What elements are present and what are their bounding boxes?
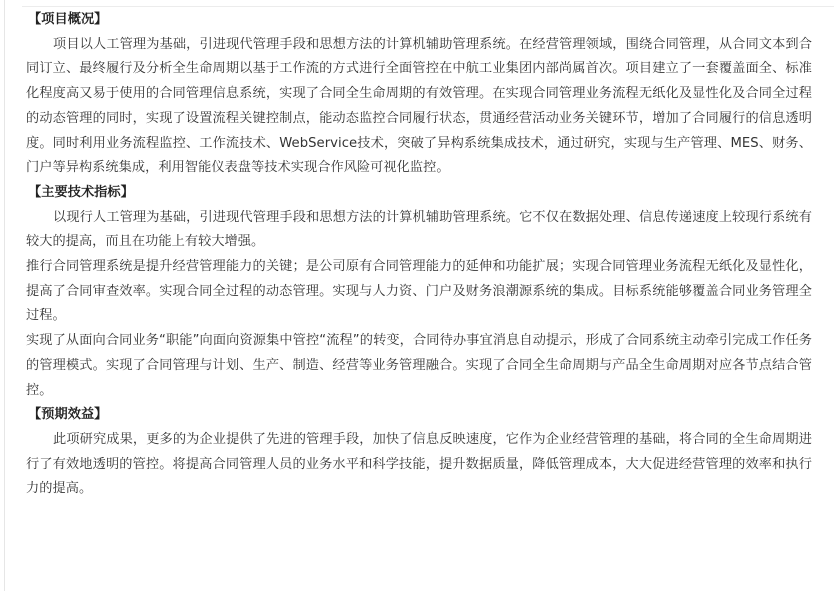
tech-paragraph-1: 以现行人工管理为基础，引进现代管理手段和思想方法的计算机辅助管理系统。它不仅在数据处理、信息传递速度上较现行系统有较大的提高，而且在功能上有较大增强。 — [26, 209, 812, 250]
benefits-paragraph: 此项研究成果，更多的为企业提供了先进的管理手段，加快了信息反映速度，它作为企业经营管理的基础，将合同的全生命周期进行了有效地透明的管控。将提高合同管理人员的业务水平和科学技能，提升数据质量，降低管理成本，大大促进经营管理的效率和执行力的提高。 — [26, 431, 812, 497]
section-heading-overview: 【项目概况】 — [28, 12, 108, 27]
top-divider — [22, 6, 834, 7]
section-heading-tech-indicators: 【主要技术指标】 — [28, 184, 134, 200]
left-border — [4, 0, 5, 591]
section-heading-expected-benefits: 【预期效益】 — [28, 407, 108, 423]
tech-paragraph-3: 实现了从面向合同业务“职能”向面向资源集中管控“流程”的转变，合同待办事宜消息自动提示，形成了合同系统主动牵引完成工作任务的管理模式。实现了合同管理与计划、生产、制造、经营等业务管理融合。实现了合同全生命周期与产品全生命周期对应各节点结合管控。 — [26, 333, 812, 398]
article-body — [26, 8, 812, 502]
overview-paragraph: 项目以人工管理为基础，引进现代管理手段和思想方法的计算机辅助管理系统。在经营管理领域，围绕合同管理，从合同文本到合同订立、最终履行及分析全生命周期以基于工作流的方式进行全面管控在中航工业集团内部尚属首次。项目建立了一套覆盖面全、标准化程度高又易于使用的合同管理信息系统，实现了合同全生命周期的有效管理。在实现合同管理业务流程无纸化及显性化及合同全过程的动态管理的同时，实现了设置流程关键控制点，能动态监控合同履行状态，贯通经营活动业务关键环节，增加了合同履行的信息透明度。同时利用业务流程监控、工作流技术、WebService技术，突破了异构系统集成技术，通过研究，实现与生产管理、MES、财务、门户等异构系统集成，利用智能仪表盘等技术实现合作风险可视化监控。 — [26, 36, 812, 176]
tech-paragraph-2: 推行合同管理系统是提升经营管理能力的关键；是公司原有合同管理能力的延伸和功能扩展；实现合同管理业务流程无纸化及显性化，提高了合同审查效率。实现合同全过程的动态管理。实现与人力资、门户及财务浪潮源系统的集成。目标系统能够覆盖合同业务管理全过程。 — [26, 259, 812, 324]
